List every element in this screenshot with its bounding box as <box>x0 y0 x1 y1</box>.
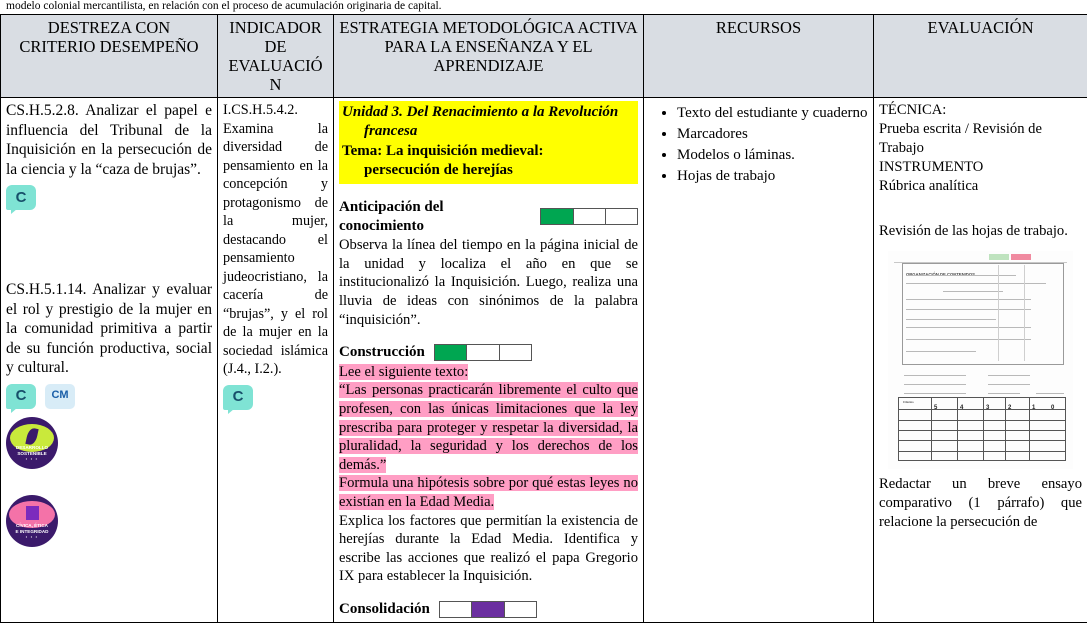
meter-segment-1 <box>541 209 573 224</box>
grid-hrule <box>899 451 1065 452</box>
unidad-title <box>342 103 635 141</box>
grid-vrule <box>957 398 958 460</box>
tema-title <box>342 142 635 180</box>
lesson-plan-table <box>0 14 1087 623</box>
destreza-badges-2 <box>6 384 212 409</box>
grid-vrule <box>931 398 932 460</box>
thumb-field-rule <box>904 393 966 394</box>
highlighted-text: Formula una hipótesis sobre por qué estas leyes no existían en la Edad Media. <box>339 475 638 510</box>
phase-construccion-hipotesis <box>339 474 638 511</box>
highlighted-text: “Las personas practicarán libremente el culto que profesen, con las únicas limitaciones que la ley prescriba para proteger y respetar la diversidad, la pluralidad, la seguridad y los derechos de los demás.” <box>339 382 638 472</box>
thumb-field-rule <box>1036 393 1064 394</box>
civica-etica-integridad-badge-icon <box>6 495 58 547</box>
header-line: ESTRATEGIA METODOLÓGICA ACTIVA <box>339 18 638 37</box>
thumb-field-rule <box>988 375 1030 376</box>
list-item: • Marcadores <box>677 124 868 145</box>
instrumento-label: INSTRUMENTO <box>879 158 1082 177</box>
cell-indicador <box>218 98 334 623</box>
list-item: • Hojas de trabajo <box>677 166 868 187</box>
meter-segment-3 <box>606 209 637 224</box>
grid-hrule <box>899 440 1065 441</box>
phase-construccion-quote <box>339 381 638 474</box>
recursos-list <box>649 103 868 187</box>
column-header-destreza <box>1 15 218 98</box>
grid-vrule <box>983 398 984 460</box>
tema-title-line: Tema: La inquisición medieval: <box>342 143 544 159</box>
cell-destreza <box>1 98 218 623</box>
indicador-badges <box>223 385 328 410</box>
grid-vrule <box>1005 398 1006 460</box>
header-line: INDICADOR <box>223 18 328 37</box>
thumb-rule <box>906 275 1016 276</box>
phase-construccion-paragraph: Explica los factores que permitían la existencia de herejías durante la Edad Media. Identifica y escribe las acciones que realizó el papa Gregorio IX para establecer la Inquisición. <box>339 512 638 586</box>
spacer <box>879 196 1082 222</box>
progress-meter-construccion <box>434 344 532 361</box>
destreza-badges-1 <box>6 185 212 210</box>
list-item: • Modelos o láminas. <box>677 145 868 166</box>
revision-text: Revisión de las hojas de trabajo. <box>879 222 1082 241</box>
grid-hrule <box>899 420 1065 421</box>
meter-segment-2 <box>574 209 606 224</box>
thumb-rule <box>906 327 1031 328</box>
thumb-rule <box>906 309 1031 310</box>
table-header-row <box>1 15 1087 98</box>
thumb-rule <box>906 319 996 320</box>
unidad-title-line: Unidad 3. Del Renacimiento a la Revolución <box>342 104 618 120</box>
grid-score: 3 <box>986 399 989 418</box>
tema-title-line: persecución de herejías <box>342 161 635 180</box>
column-header-evaluacion <box>874 15 1087 98</box>
top-partial-line: modelo colonial mercantilista, en relación con el proceso de acumulación originaria de capital. <box>0 0 1087 14</box>
meter-segment-3 <box>505 602 536 617</box>
thumb-swatch-green <box>989 254 1009 260</box>
thumb-rubric-grid <box>898 397 1066 461</box>
thumb-header-bar <box>894 253 1067 263</box>
grid-score: 4 <box>960 399 963 418</box>
cell-recursos <box>644 98 874 623</box>
column-header-indicador <box>218 15 334 98</box>
tecnica-value: Prueba escrita / Revisión de Trabajo <box>879 120 1082 158</box>
meter-segment-3 <box>500 345 531 360</box>
cell-estrategia <box>334 98 644 623</box>
header-line: CRITERIO DESEMPEÑO <box>6 37 212 56</box>
badge-label-line: DESARROLLO <box>16 445 48 450</box>
thumb-field-rule <box>904 384 966 385</box>
column-header-estrategia <box>334 15 644 98</box>
spacer <box>6 210 212 280</box>
header-line: RECURSOS <box>649 18 868 37</box>
grid-score: 0 <box>1051 399 1054 418</box>
phase-anticipacion-paragraph: Observa la línea del tiempo en la página inicial de la unidad y localiza el año en que se institucionalizó la Inquisición. Luego, realiza una lluvia de ideas con sinónimos de la palabra “inquisición”. <box>339 236 638 329</box>
grid-score: 5 <box>934 399 937 418</box>
thumb-field-rule <box>988 393 1020 394</box>
instrumento-value: Rúbrica analítica <box>879 177 1082 196</box>
badge-dots: • • • <box>26 456 38 461</box>
competencia-c-icon: C <box>6 384 36 409</box>
redactar-text: Redactar un breve ensayo comparativo (1 párrafo) que relacione la persecución de <box>879 475 1082 532</box>
thumb-vrule <box>1024 265 1025 361</box>
header-line: DE <box>223 37 328 56</box>
unidad-title-line: francesa <box>342 122 635 141</box>
badge-label-line: E INTEGRIDAD <box>16 529 49 534</box>
indicador-text: I.CS.H.5.4.2. Examina la diversidad de pensamiento en la concepción y protagonismo de la mujer, destacando el pensamiento judeocristiano, la cacería de “brujas”, y el rol de la mujer en la sociedad islámica (J.4., I.2.). <box>223 101 328 379</box>
phase-construccion <box>339 343 638 362</box>
competencia-c-icon: C <box>223 385 253 410</box>
phase-label: Anticipación del conocimiento <box>339 198 531 235</box>
thumb-rule <box>906 351 976 352</box>
header-line: PARA LA ENSEÑANZA Y EL <box>339 37 638 56</box>
competencia-c-icon: C <box>6 185 36 210</box>
flag-icon <box>26 506 39 520</box>
phase-anticipacion <box>339 198 638 235</box>
header-line: N <box>223 75 328 94</box>
badge-label-line: SOSTENIBLE <box>17 451 46 456</box>
thumb-rule <box>906 339 1031 340</box>
destreza-item-1: CS.H.5.2.8. Analizar el papel e influencia del Tribunal de la Inquisición en la persecución de la ciencia y la “caza de brujas”. <box>6 101 212 179</box>
meter-segment-1 <box>435 345 467 360</box>
table-row <box>1 98 1087 623</box>
meter-segment-1 <box>440 602 472 617</box>
thumb-rule <box>906 283 1046 284</box>
header-line: APRENDIZAJE <box>339 56 638 75</box>
competencia-cm-icon: CM <box>45 384 75 409</box>
progress-meter-anticipacion <box>540 208 638 225</box>
thumb-vrule <box>998 265 999 361</box>
cell-evaluacion <box>874 98 1087 623</box>
highlighted-text: Lee el siguiente texto: <box>339 364 468 380</box>
destreza-item-2: CS.H.5.1.14. Analizar y evaluar el rol y prestigio de la mujer en la comunidad primitiva a partir de su función productiva, social y cultural. <box>6 280 212 378</box>
thumb-field-rule <box>904 375 966 376</box>
grid-hrule <box>899 409 1065 410</box>
rubric-worksheet-thumbnail-image <box>888 251 1073 469</box>
grid-vrule <box>1029 398 1030 460</box>
phase-construccion-intro <box>339 363 638 382</box>
phase-label: Construcción <box>339 343 425 362</box>
thumb-rule <box>943 291 1003 292</box>
phase-consolidacion <box>339 600 638 619</box>
header-line: DESTREZA CON <box>6 18 212 37</box>
tecnica-label: TÉCNICA: <box>879 101 1082 120</box>
progress-meter-consolidacion <box>439 601 537 618</box>
thumb-rule <box>906 299 1031 300</box>
thumb-field-rule <box>988 384 1030 385</box>
unidad-highlight-block <box>339 101 638 184</box>
meter-segment-2 <box>467 345 499 360</box>
meter-segment-2 <box>472 602 504 617</box>
grid-header-label: Criterios <box>903 401 927 404</box>
badge-dots: • • • <box>26 534 38 539</box>
grid-score: 1 <box>1032 399 1035 418</box>
grid-score: 2 <box>1008 399 1011 418</box>
column-header-recursos <box>644 15 874 98</box>
desarrollo-sostenible-badge-icon <box>6 417 58 469</box>
thumb-swatch-pink <box>1011 254 1031 260</box>
header-line: EVALUACIÓ <box>223 56 328 75</box>
header-line: EVALUACIÓN <box>879 18 1082 37</box>
badge-label-line: CÍVICA, ÉTICA <box>16 523 48 528</box>
grid-hrule <box>899 430 1065 431</box>
list-item: • Texto del estudiante y cuaderno <box>677 103 868 124</box>
phase-label: Consolidación <box>339 600 430 619</box>
